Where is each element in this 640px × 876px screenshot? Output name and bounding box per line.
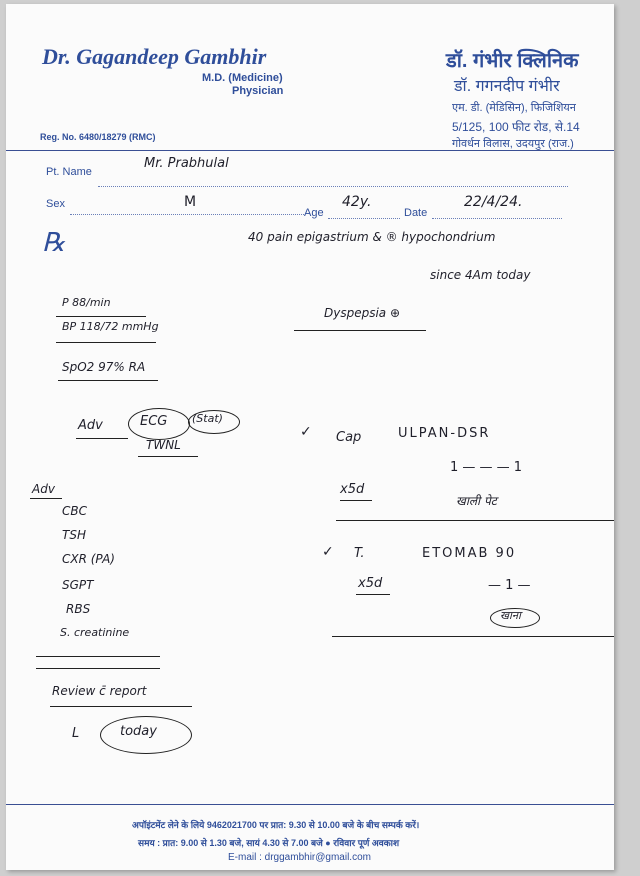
title-en: Physician — [232, 85, 284, 97]
med-instruction: खाना — [500, 609, 521, 622]
today-text: today — [120, 724, 157, 739]
pt-name-value: Mr. Prabhulal — [144, 156, 229, 171]
diagnosis: Dyspepsia ⊕ — [324, 306, 401, 320]
sex-rule — [70, 214, 304, 215]
med-form: T. — [354, 546, 365, 561]
clinic-name-hi: डॉ. गंभीर क्लिनिक — [446, 50, 579, 72]
med-check: ✓ — [300, 424, 312, 440]
rx-symbol: ℞ — [42, 228, 66, 258]
med-duration-underline — [356, 594, 390, 595]
pt-name-label: Pt. Name — [46, 166, 92, 178]
today-prefix: L — [72, 726, 80, 741]
age-value: 42y. — [342, 194, 372, 210]
med-duration: x5d — [340, 482, 365, 497]
med-dose: 1 — — — 1 — [450, 460, 523, 475]
double-rule-2 — [36, 668, 160, 669]
med-dose: — 1 — — [488, 578, 531, 593]
test-item: CXR (PA) — [62, 552, 115, 566]
stat-text: (Stat) — [192, 412, 223, 425]
test-item: S. creatinine — [60, 626, 130, 639]
footer-timing: समय : प्रात: 9.00 से 1.30 बजे, सायं 4.30 से 7.00 बजे ● रविवार पूर्ण अवकाश — [138, 838, 400, 848]
complaint-line-1: 40 pain epigastrium & ® hypochondrium — [248, 230, 496, 244]
footer-divider — [6, 804, 614, 805]
vitals-pulse-underline — [56, 316, 146, 317]
date-rule — [432, 218, 562, 219]
adv-label: Adv — [78, 418, 103, 433]
diagnosis-underline — [294, 330, 426, 331]
test-item: RBS — [66, 602, 91, 616]
twnl-underline — [138, 456, 198, 457]
vitals-pulse: P 88/min — [62, 296, 111, 309]
adv2-label: Adv — [32, 482, 55, 496]
med-instruction: खाली पेट — [456, 494, 497, 508]
date-value: 22/4/24. — [464, 194, 523, 210]
med-duration: x5d — [358, 576, 383, 591]
date-label: Date — [404, 207, 428, 219]
address2-hi: गोवर्धन विलास, उदयपुर (राज.) — [452, 138, 574, 150]
med-form: Cap — [336, 430, 362, 445]
reg-no: Reg. No. 6480/18279 (RMC) — [40, 132, 156, 142]
ecg-text: ECG — [140, 414, 168, 429]
med-name: ULPAN-DSR — [398, 426, 491, 441]
degree-en: M.D. (Medicine) — [202, 72, 283, 84]
age-rule — [328, 218, 400, 219]
complaint-line-2: since 4Am today — [430, 268, 531, 282]
review-note: Review c̄ report — [52, 684, 147, 698]
med-name: ETOMAB 90 — [422, 546, 517, 561]
header-divider — [6, 150, 614, 151]
test-item: CBC — [62, 504, 87, 518]
adv2-underline — [30, 498, 62, 499]
footer-appointment: अपॉइंटमेंट लेने के लिये 9462021700 पर प्रात: 9.30 से 10.00 बजे के बीच सम्पर्क करें। — [132, 820, 420, 830]
sex-label: Sex — [46, 198, 65, 210]
prescription-sheet — [6, 4, 614, 870]
address1-hi: 5/125, 100 फीट रोड, से.14 — [452, 120, 580, 134]
test-item: TSH — [62, 528, 86, 542]
ecg-underline — [76, 438, 128, 439]
med-duration-underline — [340, 500, 372, 501]
med-check: ✓ — [322, 544, 334, 560]
test-item: SGPT — [62, 578, 94, 592]
degree-hi: एम. डी. (मेडिसिन), फिजिशियन — [452, 102, 576, 114]
doctor-name-hi: डॉ. गगनदीप गंभीर — [454, 78, 560, 95]
vitals-spo2: SpO2 97% RA — [62, 360, 146, 374]
vitals-bp-underline — [56, 342, 156, 343]
review-underline — [50, 706, 192, 707]
med-separator — [332, 636, 614, 637]
sex-value: M — [184, 194, 197, 210]
age-label: Age — [304, 207, 324, 219]
twnl-text: TWNL — [146, 438, 181, 452]
med-separator — [336, 520, 614, 521]
double-rule-1 — [36, 656, 160, 657]
pt-name-rule — [98, 186, 568, 187]
doctor-name-en: Dr. Gagandeep Gambhir — [42, 44, 267, 69]
vitals-spo2-underline — [58, 380, 158, 381]
footer-email: E-mail : drggambhir@gmail.com — [228, 852, 371, 863]
vitals-bp: BP 118/72 mmHg — [62, 320, 159, 333]
